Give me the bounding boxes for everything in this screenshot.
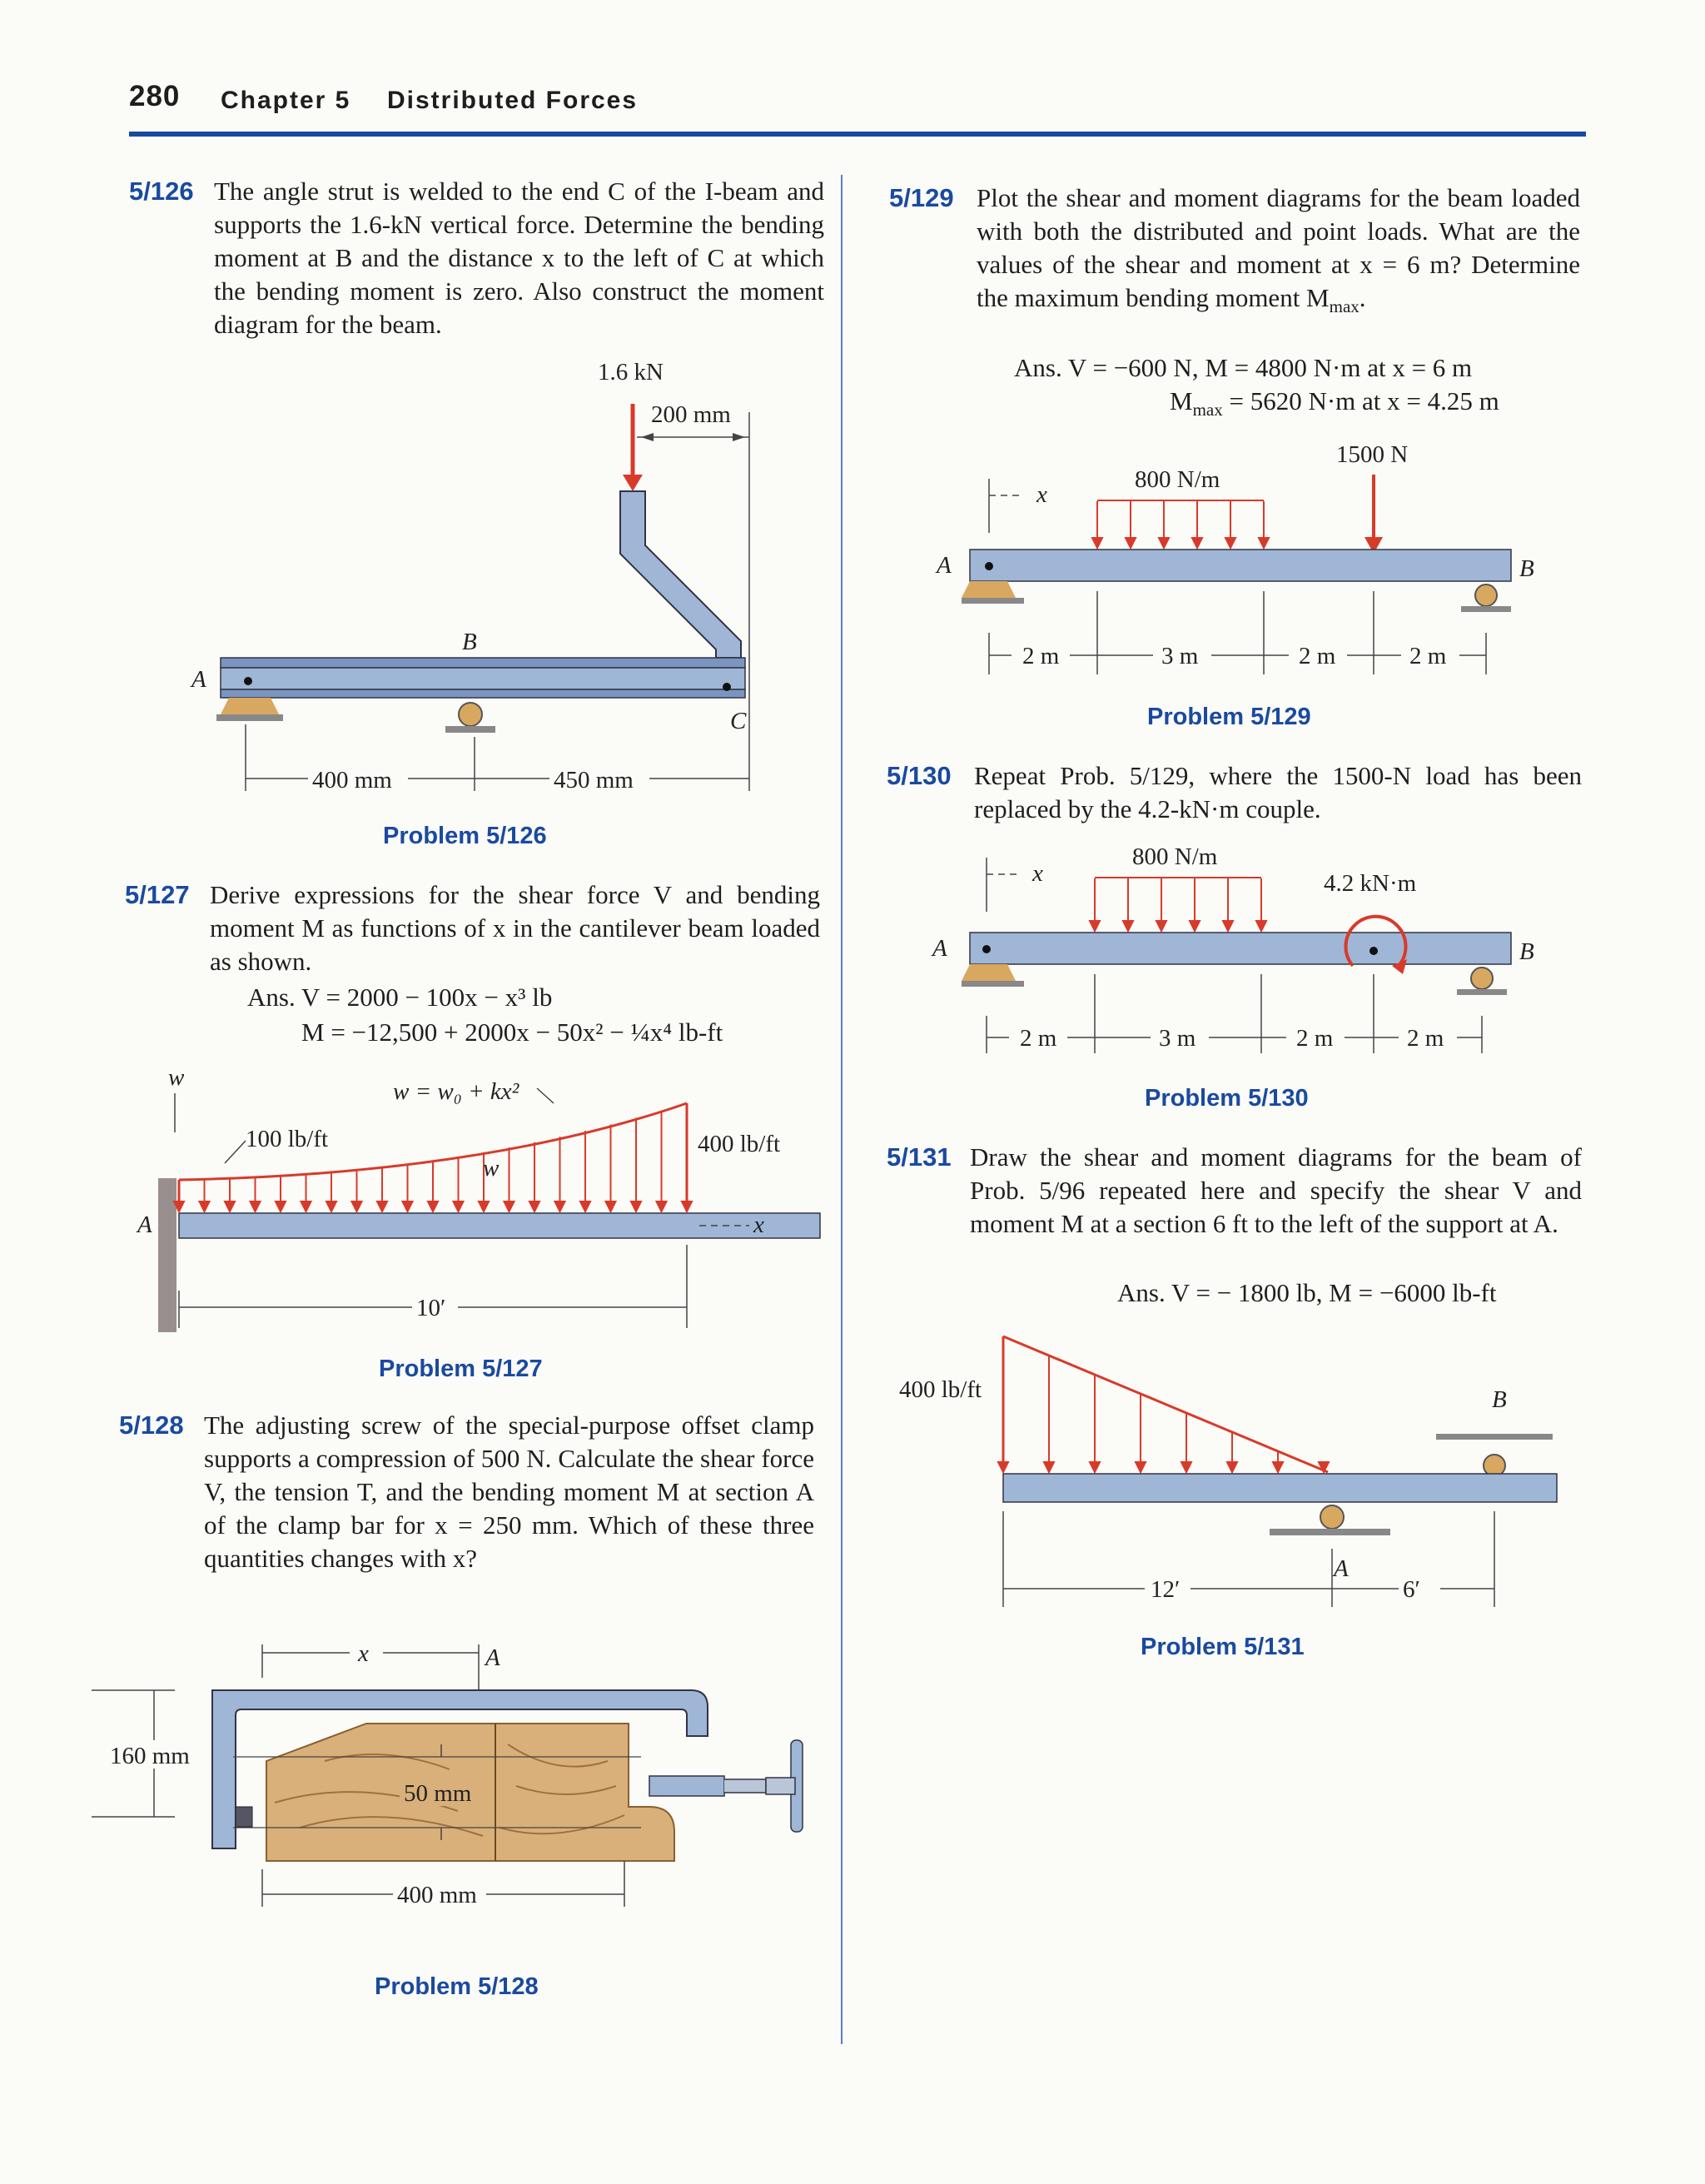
label-A: A: [191, 666, 206, 693]
figure-5-131: [899, 1332, 1582, 1615]
figure-5-130: [932, 841, 1582, 1066]
x-axis-label: x: [753, 1211, 764, 1238]
load-arrowhead: [1223, 921, 1233, 931]
load-arrowhead: [1181, 1462, 1191, 1472]
problem-number: 5/131: [887, 1142, 952, 1172]
offset-label: 200 mm: [651, 401, 731, 428]
load-arrowhead: [505, 1201, 514, 1211]
load-arrowhead: [1192, 538, 1202, 548]
problem-text-body: Plot the shear and moment diagrams for the beam loaded with both the distributed and point loads. What are the values of the shear and moment at x = 6 m? Determine the maximum bending moment M: [977, 183, 1580, 312]
answer-5-127-line2: M = −12,500 + 2000x − 50x² − ¼x⁴ lb-ft: [301, 1017, 723, 1047]
load-arrowhead: [200, 1201, 210, 1211]
load-arrowhead: [428, 1201, 438, 1211]
page-number: 280: [129, 80, 181, 112]
load-arrowhead: [225, 1201, 235, 1211]
load-arrowhead: [1092, 538, 1102, 548]
answer-5-129-M: M: [1170, 386, 1193, 415]
load-arrowhead: [251, 1201, 261, 1211]
label-B: B: [1519, 938, 1534, 965]
couple-label: 4.2 kN·m: [1324, 870, 1417, 897]
dim-4: 2 m: [1407, 1025, 1444, 1052]
w-mid-label: w: [483, 1155, 500, 1182]
load-arrowhead: [1190, 921, 1200, 931]
load-right-label: 400 lb/ft: [698, 1131, 781, 1157]
problem-text: Derive expressions for the shear force V and bending moment M as functions of x in the cantilever beam loaded as shown.: [210, 880, 820, 976]
load-arrowhead: [657, 1201, 667, 1211]
dist-load-label: 800 N/m: [1135, 466, 1220, 493]
answer-5-129-line1: Ans. V = −600 N, M = 4800 N·m at x = 6 m: [1014, 353, 1473, 382]
load-arrowhead: [326, 1201, 336, 1211]
load-arrowhead: [1090, 1462, 1100, 1472]
answer-5-131: Ans. V = − 1800 lb, M = −6000 lb-ft: [1117, 1278, 1497, 1307]
load-arrowhead: [555, 1201, 565, 1211]
support-A: A: [137, 1211, 152, 1238]
caption-5-130: Problem 5/130: [1145, 1085, 1309, 1112]
figure-5-127: [133, 1064, 816, 1336]
dim-3: 2 m: [1296, 1025, 1334, 1052]
caption-5-131: Problem 5/131: [1141, 1634, 1305, 1660]
problem-text-sub: max: [1329, 296, 1360, 317]
length-label: 10′: [416, 1295, 446, 1321]
load-arrowhead: [1225, 538, 1235, 548]
problem-text: [977, 182, 1580, 323]
caption-5-126: Problem 5/126: [383, 823, 547, 849]
problem-text: The adjusting screw of the special-purpose offset clamp supports a compression of 500 N. Calculate the shear force V, the tension T, and the bending moment M at section A of the clamp bar for x = 250 mm. Which of these three quantities changes with x?: [204, 1410, 814, 1573]
load-arrowhead: [1273, 1462, 1283, 1472]
w-axis-label: w: [168, 1064, 185, 1091]
problem-number: 5/126: [129, 177, 194, 206]
dim-400mm: 400 mm: [312, 767, 392, 794]
figure-5-128: [108, 1636, 857, 1928]
width-label: 400 mm: [397, 1882, 477, 1908]
load-arrowhead: [1156, 921, 1166, 931]
label-A: A: [1334, 1555, 1349, 1582]
problem-text: The angle strut is welded to the end C of the I-beam and supports the 1.6-kN vertical force. Determine the bending moment at B and the distance x to the left of C at which the bending moment is zero. Also construct the moment diagram for the beam.: [214, 177, 824, 339]
problem-text-end: .: [1359, 283, 1366, 312]
force-label: 1.6 kN: [598, 359, 664, 386]
answer-5-127-line1: Ans. V = 2000 − 100x − x³ lb: [247, 983, 553, 1012]
problem-number: 5/130: [887, 761, 952, 790]
chapter-label: Chapter 5: [221, 87, 351, 114]
figure-5-126: [175, 358, 924, 824]
label-A: A: [937, 552, 952, 579]
load-arrowhead: [1259, 538, 1269, 548]
problem-number: 5/127: [125, 880, 190, 909]
answer-5-129-sub: max: [1192, 400, 1223, 420]
dim-6ft: 6′: [1403, 1576, 1420, 1603]
label-A: A: [932, 935, 947, 962]
load-arrowhead: [529, 1201, 539, 1211]
load-arrowhead: [377, 1201, 387, 1211]
load-arrowhead: [276, 1201, 286, 1211]
problem-text: Draw the shear and moment diagrams for the beam of Prob. 5/96 repeated here and specify the shear V and moment M at a section 6 ft to the left of the support at A.: [970, 1142, 1582, 1238]
load-arrowhead: [682, 1201, 692, 1211]
load-arrowhead: [1123, 921, 1133, 931]
load-arrowhead: [301, 1201, 311, 1211]
load-arrowhead: [631, 1201, 641, 1211]
load-arrowhead: [1136, 1462, 1146, 1472]
label-C: C: [730, 708, 747, 734]
gap-label: 50 mm: [404, 1780, 472, 1807]
dim-4: 2 m: [1409, 643, 1447, 669]
load-law: w = w₀ + kx²: [393, 1078, 519, 1105]
load-arrowhead: [454, 1201, 464, 1211]
problem-number: 5/128: [119, 1410, 184, 1440]
load-arrowhead: [580, 1201, 590, 1211]
problem-text: Repeat Prob. 5/129, where the 1500-N load has been replaced by the 4.2-kN·m couple.: [974, 761, 1582, 823]
load-arrowhead: [1227, 1462, 1237, 1472]
x-label: x: [358, 1640, 369, 1667]
caption-5-128: Problem 5/128: [375, 1973, 539, 2000]
answer-5-129-rest: = 5620 N·m at x = 4.25 m: [1222, 386, 1499, 415]
load-arrowhead: [403, 1201, 413, 1211]
dim-1: 2 m: [1020, 1025, 1057, 1052]
dim-3: 2 m: [1299, 643, 1336, 669]
label-B: B: [462, 629, 477, 655]
caption-5-127: Problem 5/127: [379, 1356, 543, 1382]
load-arrowhead: [479, 1201, 489, 1211]
load-arrowhead: [1044, 1462, 1054, 1472]
load-arrowhead: [1159, 538, 1169, 548]
x-label: x: [1036, 481, 1047, 508]
load-left-label: 100 lb/ft: [246, 1126, 329, 1152]
caption-5-129: Problem 5/129: [1147, 704, 1311, 730]
load-arrowhead: [352, 1201, 362, 1211]
point-load-label: 1500 N: [1336, 441, 1409, 468]
x-label: x: [1032, 860, 1043, 887]
dim-1: 2 m: [1022, 643, 1060, 669]
section-title: Distributed Forces: [387, 87, 639, 114]
load-label: 400 lb/ft: [899, 1376, 982, 1403]
section-A: A: [485, 1644, 500, 1671]
figure-5-129: [932, 437, 1582, 687]
answer-5-129-line2: [1170, 385, 1499, 426]
dist-load-label: 800 N/m: [1132, 843, 1218, 870]
load-arrowhead: [1256, 921, 1266, 931]
dim-2: 3 m: [1161, 643, 1199, 669]
label-B: B: [1519, 555, 1534, 582]
label-B: B: [1492, 1386, 1507, 1413]
page-header: [129, 77, 1586, 139]
dim-2: 3 m: [1159, 1025, 1196, 1052]
height-label: 160 mm: [110, 1743, 190, 1769]
load-arrowhead: [1126, 538, 1136, 548]
load-arrowhead: [1090, 921, 1100, 931]
load-arrowhead: [998, 1462, 1008, 1472]
header-rule: [129, 132, 1586, 137]
problem-number: 5/129: [889, 183, 954, 212]
load-arrowhead: [606, 1201, 616, 1211]
dim-12ft: 12′: [1151, 1576, 1181, 1603]
dim-450mm: 450 mm: [554, 767, 634, 794]
